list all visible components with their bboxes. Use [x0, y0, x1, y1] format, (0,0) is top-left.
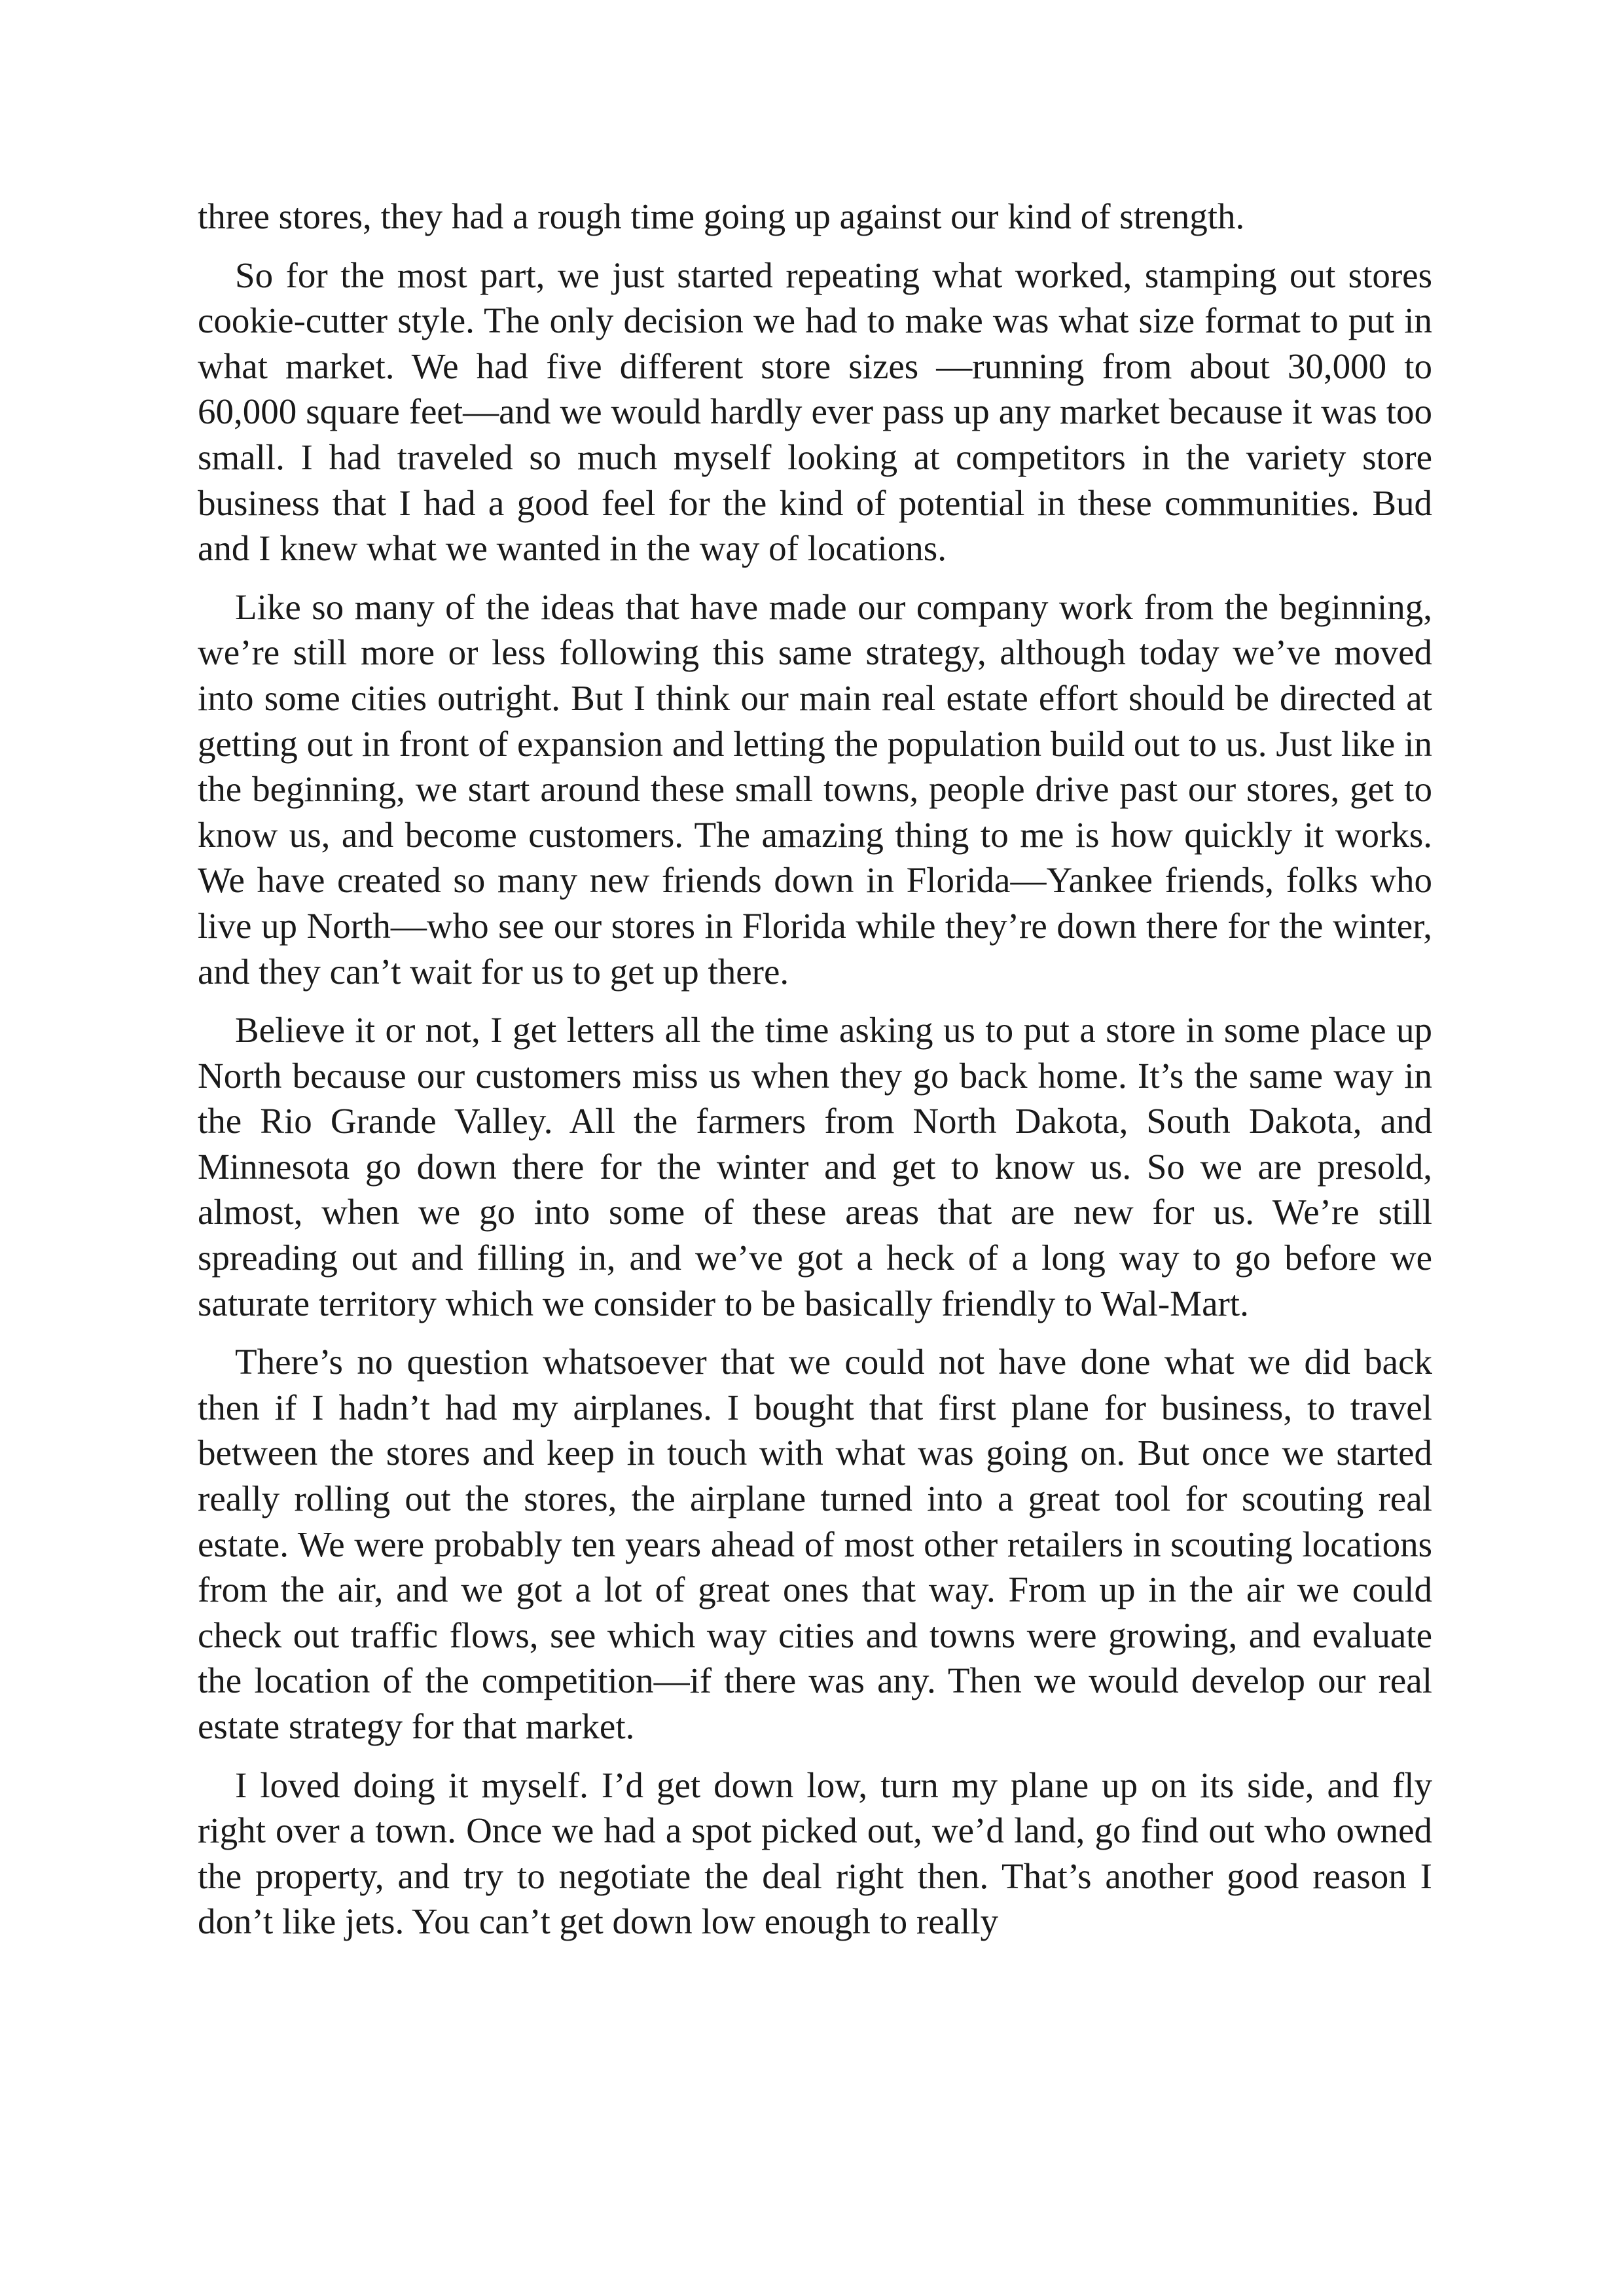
- paragraph-continuation: three stores, they had a rough time going up against our kind of strength.: [198, 196, 1245, 236]
- paragraph-airplanes: There’s no question whatsoever that we could not have done what we did back then if I hadn’t had my airplanes. I bought that first plane for business, to travel between the stores and keep in touch with what was going on. But once we started really rolling out the stores, the airplane turned into a great tool for scouting real estate. We were probably ten years ahead of most other retailers in scouting locations from the air, and we got a lot of great ones that way. From up in the air we could check out traffic flows, see which way cities and towns were growing, and evaluate the location of the competition—if there was any. Then we would develop our real estate strategy for that market.: [198, 1342, 1432, 1746]
- paragraph-store-formats: So for the most part, we just started repeating what worked, stamping out stores cookie-cutter style. The only decision we had to make was what size format to put in what market. We had five different store sizes —running from about 30,000 to 60,000 square feet—and we would hardly ever pass up any market because it was too small. I had traveled so much myself looking at competitors in the variety store business that I had a good feel for the kind of potential in these communities. Bud and I knew what we wanted in the way of locations.: [198, 255, 1432, 569]
- paragraph-expansion-strategy: Like so many of the ideas that have made our company work from the beginning, we’re still more or less following this same strategy, although today we’ve moved into some cities outright. But I think our main real estate effort should be directed at getting out in front of expansion and letting the population build out to us. Just like in the beginning, we start around these small towns, people drive past our stores, get to know us, and become customers. The amazing thing to me is how quickly it works. We have created so many new friends down in Florida—Yankee friends, folks who live up North—who see our stores in Florida while they’re down there for the winter, and they can’t wait for us to get up there.: [198, 586, 1432, 992]
- paragraph-customer-letters: Believe it or not, I get letters all the time asking us to put a store in some place up North because our customers miss us when they go back home. It’s the same way in the Rio Grande Valley. All the farmers from North Dakota, South Dakota, and Minnesota go down there for the winter and get to know us. So we are presold, almost, when we go into some of these areas that are new for us. We’re still spreading out and filling in, and we’ve got a heck of a long way to go before we saturate territory which we consider to be basically friendly to Wal-Mart.: [198, 1010, 1432, 1323]
- book-page: [198, 194, 1432, 1958]
- paragraph-flying-scouting: I loved doing it myself. I’d get down low, turn my plane up on its side, and fly right over a town. Once we had a spot picked out, we’d land, go find out who owned the property, and try to negotiate the deal right then. That’s another good reason I don’t like jets. You can’t get down low enough to really: [198, 1765, 1432, 1942]
